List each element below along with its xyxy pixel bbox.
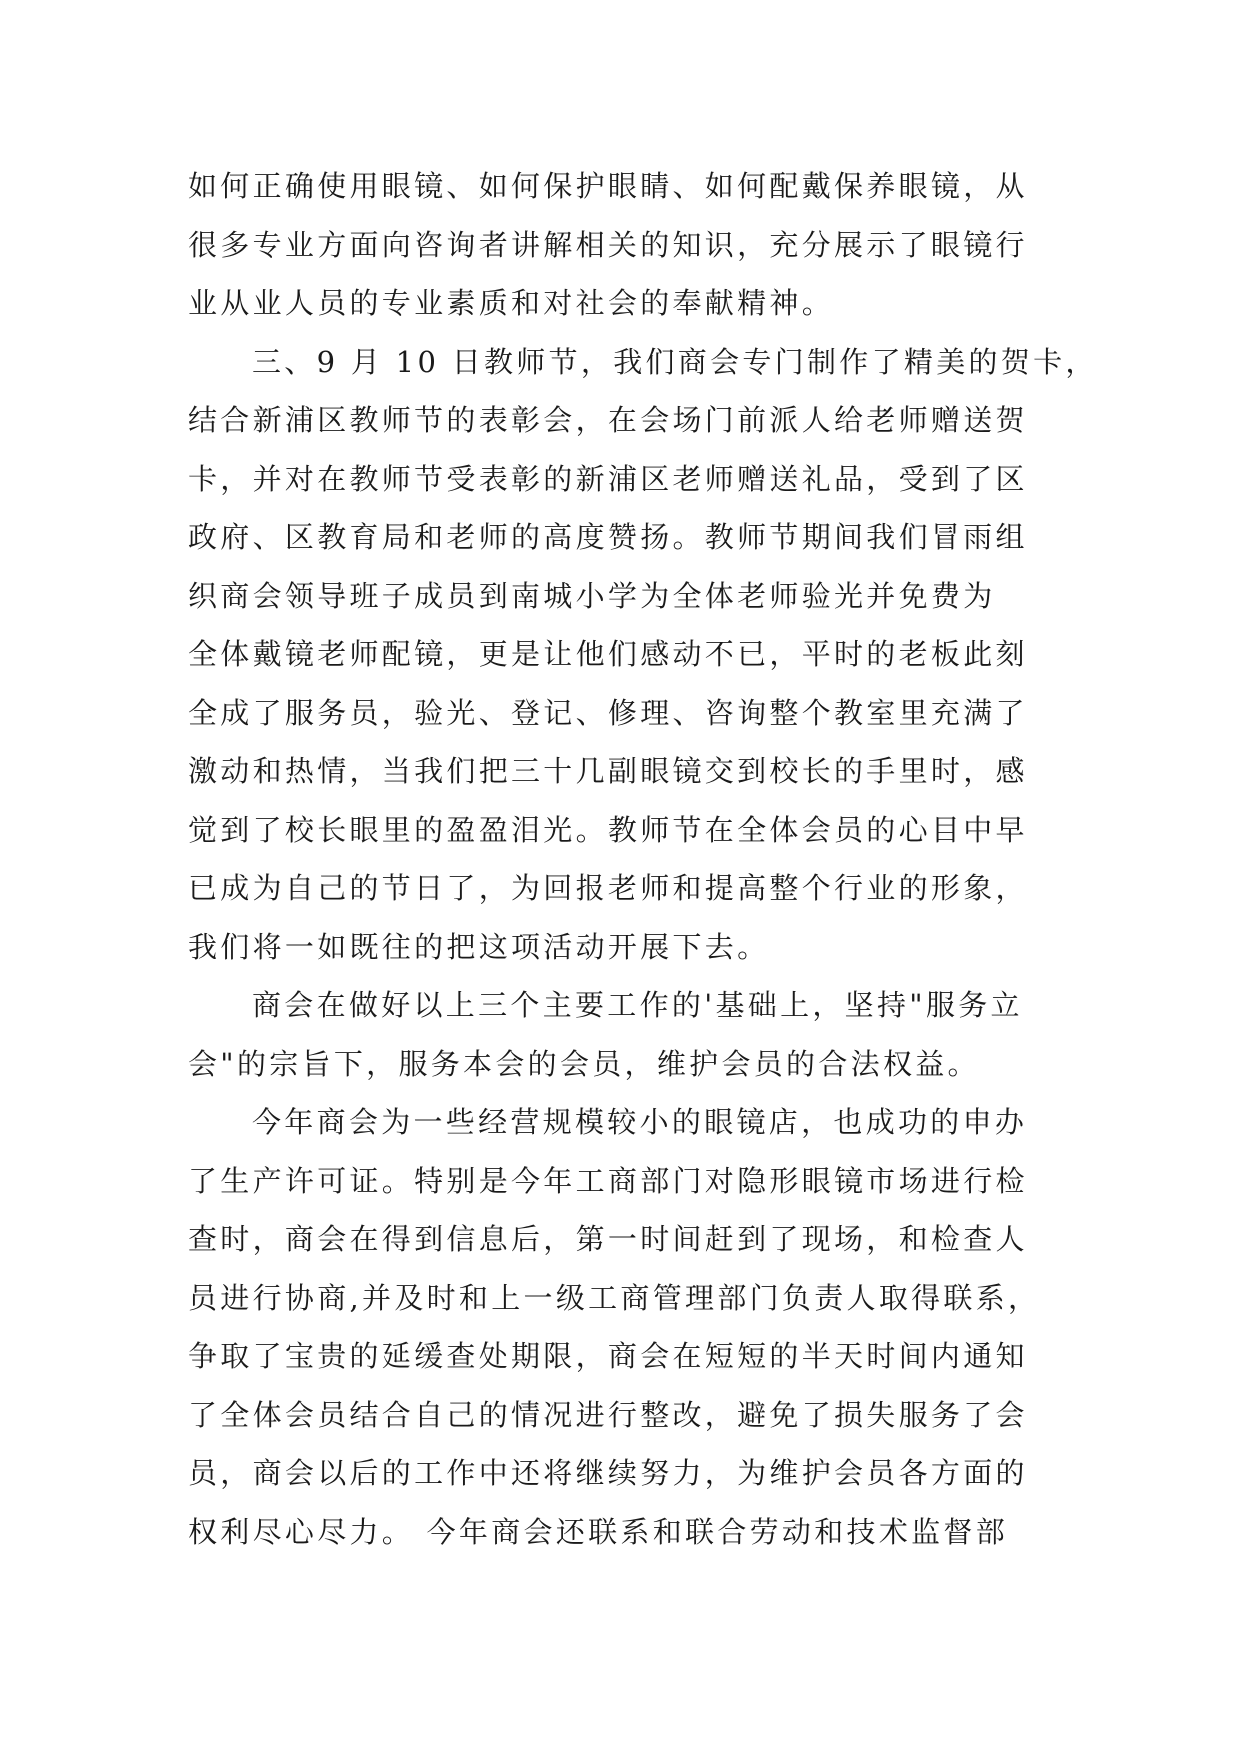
text-line: 如何正确使用眼镜、如何保护眼睛、如何配戴保养眼镜，从 xyxy=(188,169,1028,203)
text-line: 了生产许可证。特别是今年工商部门对隐形眼镜市场进行检 xyxy=(188,1163,1028,1198)
text-line: 政府、区教育局和老师的高度赞扬。教师节期间我们冒雨组 xyxy=(188,520,1028,554)
text-line: 查时，商会在得到信息后，第一时间赶到了现场，和检查人 xyxy=(188,1222,1028,1256)
text-line: 争取了宝贵的延缓查处期限，商会在短短的半天时间内通知 xyxy=(188,1339,1028,1373)
text-line: 激动和热情，当我们把三十几副眼镜交到校长的手里时，感 xyxy=(188,754,1028,788)
text-line: 员，商会以后的工作中还将继续努力，为维护会员各方面的 xyxy=(188,1456,1028,1490)
text-line: 员进行协商,并及时和上一级工商管理部门负责人取得联系， xyxy=(188,1280,1041,1315)
text-line: 权利尽心尽力。 今年商会还联系和联合劳动和技术监督部 xyxy=(188,1514,1009,1549)
text-line: 全体戴镜老师配镜，更是让他们感动不已，平时的老板此刻 xyxy=(188,637,1028,671)
text-line: 织商会领导班子成员到南城小学为全体老师验光并免费为 xyxy=(188,578,996,613)
text-line: 业从业人员的专业素质和对社会的奉献精神。 xyxy=(188,286,835,320)
text-line: 我们将一如既往的把这项活动开展下去。 xyxy=(188,929,770,964)
text-line: 会"的宗旨下，服务本会的会员，维护会员的合法权益。 xyxy=(188,1046,980,1081)
paragraph-start-line: 三、9 月 10 日教师节，我们商会专门制作了精美的贺卡， xyxy=(252,344,1098,379)
paragraph-start-line: 商会在做好以上三个主要工作的'基础上，坚持"服务立 xyxy=(252,988,1023,1022)
text-line: 了全体会员结合自己的情况进行整改，避免了损失服务了会 xyxy=(188,1397,1028,1432)
text-line: 已成为自己的节日了，为回报老师和提高整个行业的形象， xyxy=(188,871,1028,905)
text-line: 卡，并对在教师节受表彰的新浦区老师赠送礼品，受到了区 xyxy=(188,461,1028,496)
text-line: 结合新浦区教师节的表彰会，在会场门前派人给老师赠送贺 xyxy=(188,403,1028,437)
text-line: 很多专业方面向咨询者讲解相关的知识，充分展示了眼镜行 xyxy=(188,227,1028,262)
text-line: 全成了服务员，验光、登记、修理、咨询整个教室里充满了 xyxy=(188,695,1028,730)
text-line: 觉到了校长眼里的盈盈泪光。教师节在全体会员的心目中早 xyxy=(188,812,1028,847)
paragraph-start-line: 今年商会为一些经营规模较小的眼镜店，也成功的申办 xyxy=(252,1105,1028,1139)
body-text xyxy=(188,157,1098,1561)
